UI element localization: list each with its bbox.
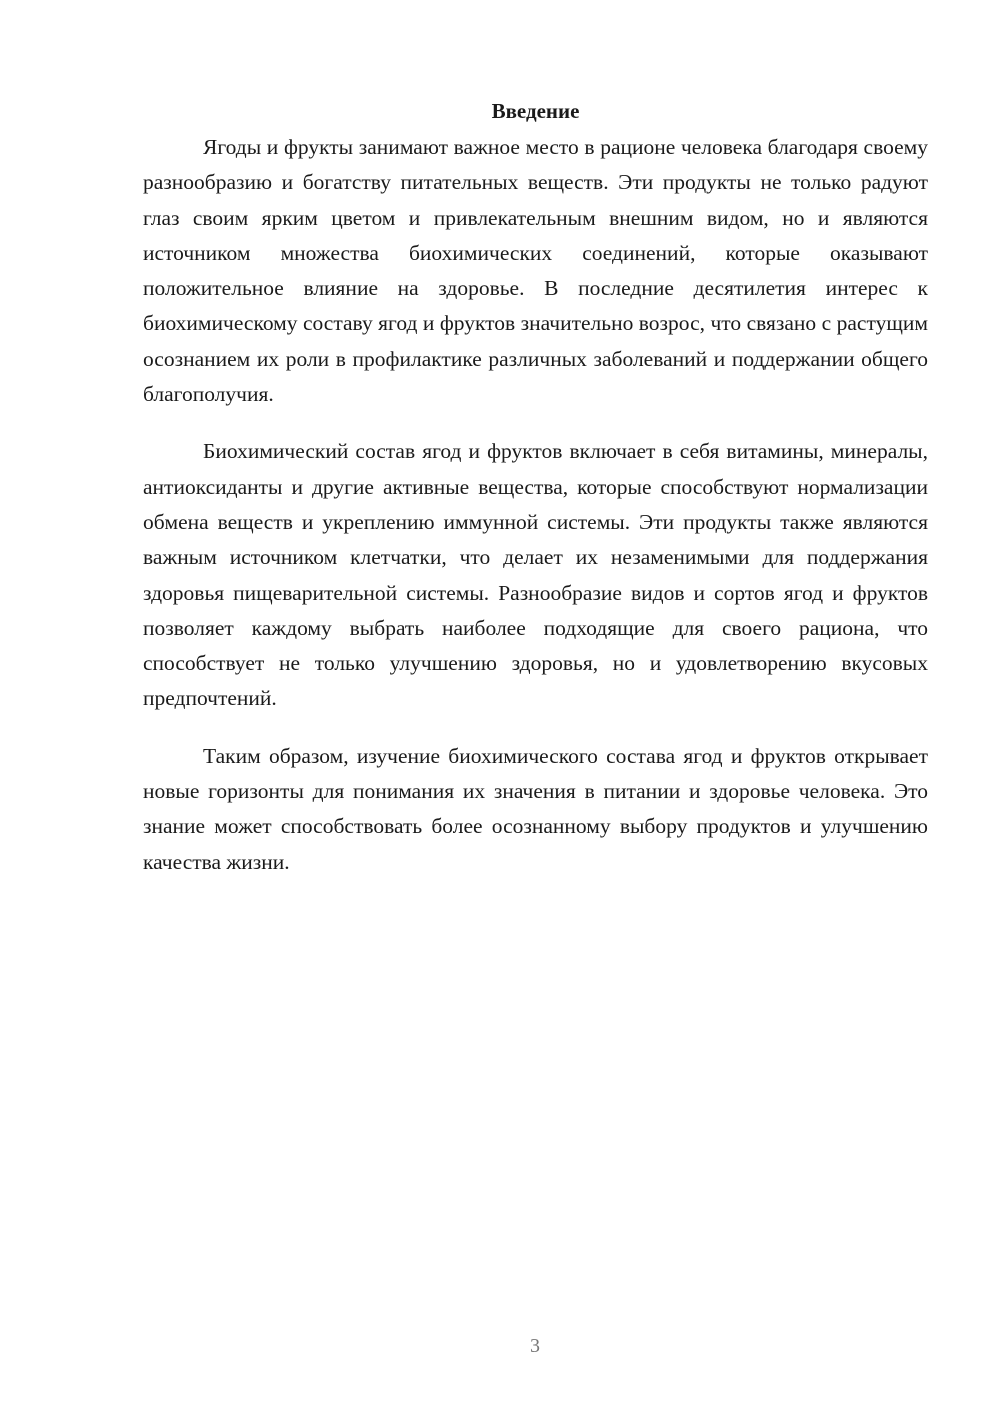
paragraph-3: Таким образом, изучение биохимического состава ягод и фруктов открывает новые горизонты для понимания их значения в питании и здоровье человека. Это знание может способствовать более осознанному выбору продуктов и улучшению качества жизни.	[143, 743, 928, 874]
page-number: 3	[530, 1335, 540, 1357]
page-content	[143, 96, 928, 902]
paragraph-1: Ягоды и фрукты занимают важное место в рационе человека благодаря своему разнообразию и богатству питательных веществ. Эти продукты не только радуют глаз своим ярким цветом и привлекательным внешним видом, но и являются источником множества биохимических соединений, которые оказывают положительное влияние на здоровье. В последние десятилетия интерес к биохимическому составу ягод и фруктов значительно возрос, что связано с растущим осознанием их роли в профилактике различных заболеваний и поддержании общего благополучия.	[143, 135, 928, 407]
section-title: Введение	[491, 99, 580, 123]
paragraph-2: Биохимический состав ягод и фруктов включает в себя витамины, минералы, антиоксиданты и другие активные вещества, которые способствуют нормализации обмена веществ и укреплению иммунной системы. Эти продукты также являются важным источником клетчатки, что делает их незаменимыми для поддержания здоровья пищеварительной системы. Разнообразие видов и сортов ягод и фруктов позволяет каждому выбрать наиболее подходящие для своего рациона, что способствует не только улучшению здоровья, но и удовлетворению вкусовых предпочтений.	[143, 439, 928, 711]
